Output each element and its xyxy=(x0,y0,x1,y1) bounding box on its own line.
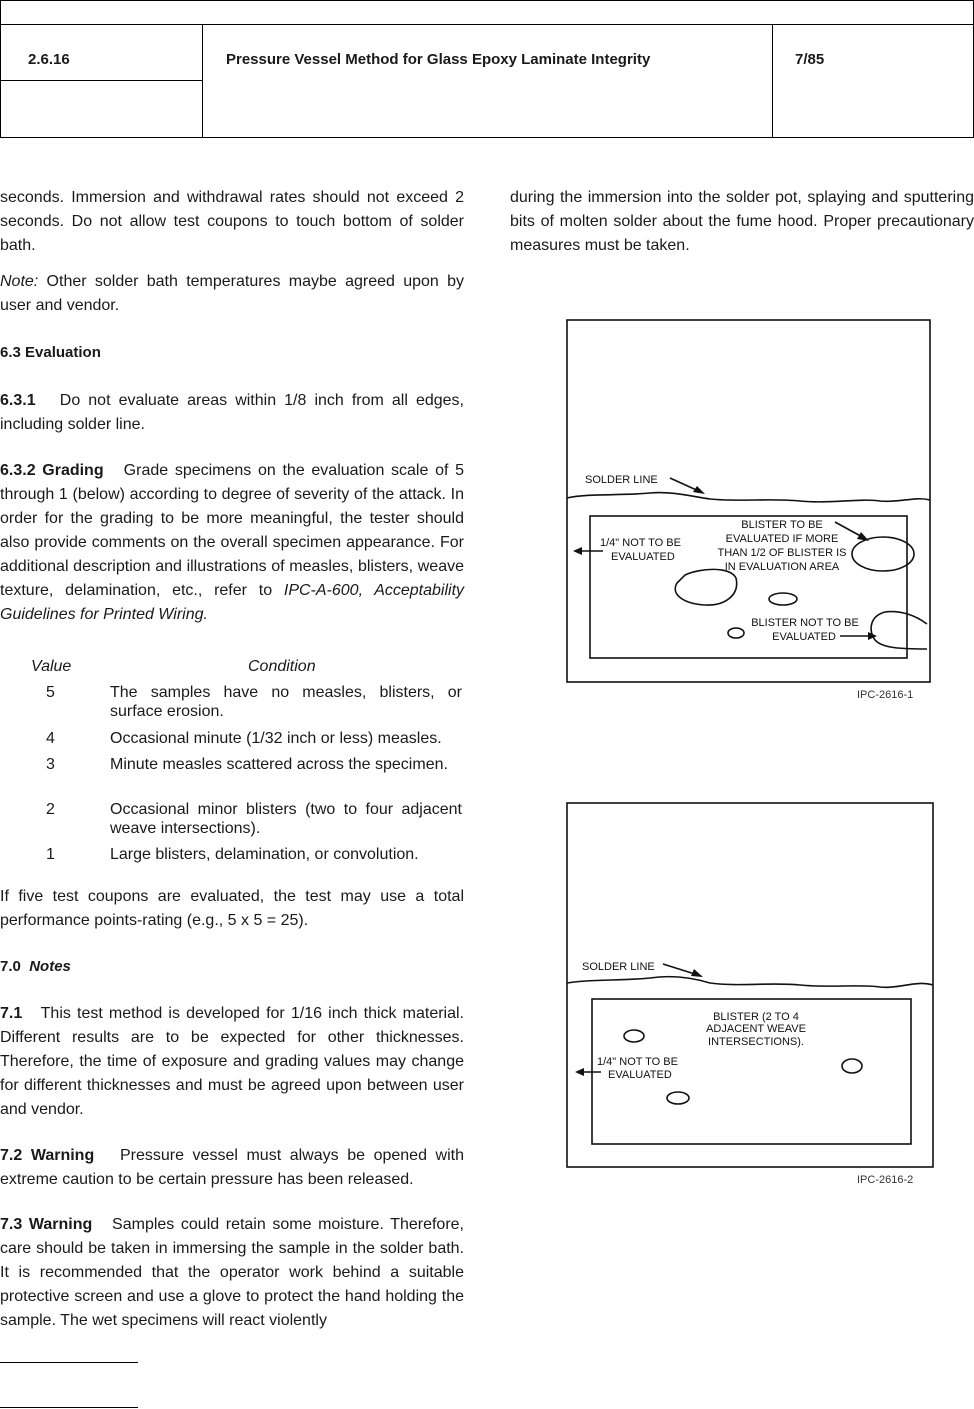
label-blister: ADJACENT WEAVE xyxy=(706,1023,806,1035)
label-solder-line: SOLDER LINE xyxy=(582,961,655,973)
footnote-rule xyxy=(0,1407,138,1408)
section-6-3-2 xyxy=(0,459,464,627)
section-7-1 xyxy=(0,1002,464,1122)
heading-evaluation: 6.3 Evaluation xyxy=(0,344,101,361)
label-edge-exclusion: EVALUATED xyxy=(611,551,675,563)
grade-condition: Large blisters, delamination, or convolution. xyxy=(110,846,419,863)
section-7-2 xyxy=(0,1144,464,1192)
label-blister: INTERSECTIONS). xyxy=(708,1036,804,1048)
section-label: 7.3 Warning xyxy=(0,1216,93,1233)
solder-line xyxy=(567,493,930,502)
label-blister-not-evaluated: EVALUATED xyxy=(772,631,836,643)
footnote-rule xyxy=(0,1362,138,1363)
figure-caption: IPC-2616-1 xyxy=(857,689,914,701)
figure-caption: IPC-2616-2 xyxy=(857,1174,914,1186)
section-6-3-1 xyxy=(0,389,464,437)
section-label: 7.2 Warning xyxy=(0,1147,95,1164)
grade-value: 4 xyxy=(46,730,55,747)
grade-value: 2 xyxy=(46,801,55,818)
solder-line xyxy=(567,977,933,988)
column-header-value: Value xyxy=(31,658,72,675)
section-text: Do not evaluate areas within 1/8 inch from all edges, including solder line. xyxy=(0,392,465,433)
section-label: 6.3.2 Grading xyxy=(0,462,104,479)
label-blister-evaluate: IN EVALUATION AREA xyxy=(724,561,840,573)
label-blister-evaluate: EVALUATED IF MORE xyxy=(725,533,839,545)
heading-number: 7.0 xyxy=(0,958,21,975)
section-text: Grade specimens on the evaluation scale of 5 through 1 (below) according to degree of severity of the attack. In order for the grading to be more meaningful, the tester should also provide comments on the overall specimen appearance. For additional description and illustrations of measles, blisters, weave texture, delamination, etc., refer to xyxy=(0,462,464,599)
column-header-condition: Condition xyxy=(248,658,316,675)
grade-condition: Occasional minor blisters (two to four adjacent weave intersections). xyxy=(110,801,462,837)
grade-value: 5 xyxy=(46,684,55,701)
note-label: Note: xyxy=(0,273,39,290)
note-text: Other solder bath temperatures maybe agreed upon by user and vendor. xyxy=(0,273,464,314)
note-paragraph xyxy=(0,270,464,318)
grade-condition: Minute measles scattered across the specimen. xyxy=(110,756,448,773)
grade-condition: The samples have no measles, blisters, or surface erosion. xyxy=(110,684,462,720)
reference-citation: IPC-A-600, Acceptability Guidelines for Printed Wiring. xyxy=(0,582,465,623)
section-text: Samples could retain some moisture. Therefore, care should be taken in immersing the sample in the solder bath. It is recommended that the operator work behind a suitable protective screen and use a glove to protect the hand holding the sample. The wet specimens will react violently xyxy=(0,1216,464,1329)
grade-condition: Occasional minute (1/32 inch or less) measles. xyxy=(110,730,442,747)
page-header-table xyxy=(0,0,974,138)
label-blister-evaluate: BLISTER TO BE xyxy=(741,519,823,531)
revision-date: 7/85 xyxy=(795,51,825,68)
label-blister-evaluate: THAN 1/2 OF BLISTER IS xyxy=(717,547,847,559)
grade-value: 1 xyxy=(46,846,55,863)
label-edge-exclusion: EVALUATED xyxy=(608,1069,672,1081)
label-edge-exclusion: 1/4" NOT TO BE xyxy=(600,537,681,549)
figure-blister-grade-2 xyxy=(560,795,974,1195)
section-text: This test method is developed for 1/16 inch thick material. Different results are to be expected for other thicknesses. Therefore, the time of exposure and grading values may change for different thicknesses and must be agreed upon between user and vendor. xyxy=(0,1005,464,1118)
label-blister-not-evaluated: BLISTER NOT TO BE xyxy=(751,617,859,629)
section-text: Pressure vessel must always be opened with extreme caution to be certain pressure has been released. xyxy=(0,1147,464,1188)
label-blister: BLISTER (2 TO 4 xyxy=(713,1011,799,1023)
paragraph-precaution: during the immersion into the solder pot, splaying and sputtering bits of molten solder about the fume hood. Proper precautionary measures must be taken. xyxy=(510,189,974,254)
heading-title: Notes xyxy=(29,958,71,975)
section-number: 2.6.16 xyxy=(28,51,70,68)
figure-blister-evaluation xyxy=(560,310,974,710)
grade-value: 3 xyxy=(46,756,55,773)
section-label: 6.3.1 xyxy=(0,392,36,409)
label-edge-exclusion: 1/4" NOT TO BE xyxy=(597,1056,678,1068)
label-solder-line: SOLDER LINE xyxy=(585,474,658,486)
section-7-3 xyxy=(0,1213,464,1333)
paragraph-immersion: seconds. Immersion and withdrawal rates should not exceed 2 seconds. Do not allow test coupons to touch bottom of solder bath. xyxy=(0,189,464,254)
section-label: 7.1 xyxy=(0,1005,23,1022)
heading-notes xyxy=(0,958,71,975)
paragraph-points-rating: If five test coupons are evaluated, the test may use a total performance points-rating (e.g., 5 x 5 = 25). xyxy=(0,888,464,929)
document-title: Pressure Vessel Method for Glass Epoxy Laminate Integrity xyxy=(226,51,651,68)
